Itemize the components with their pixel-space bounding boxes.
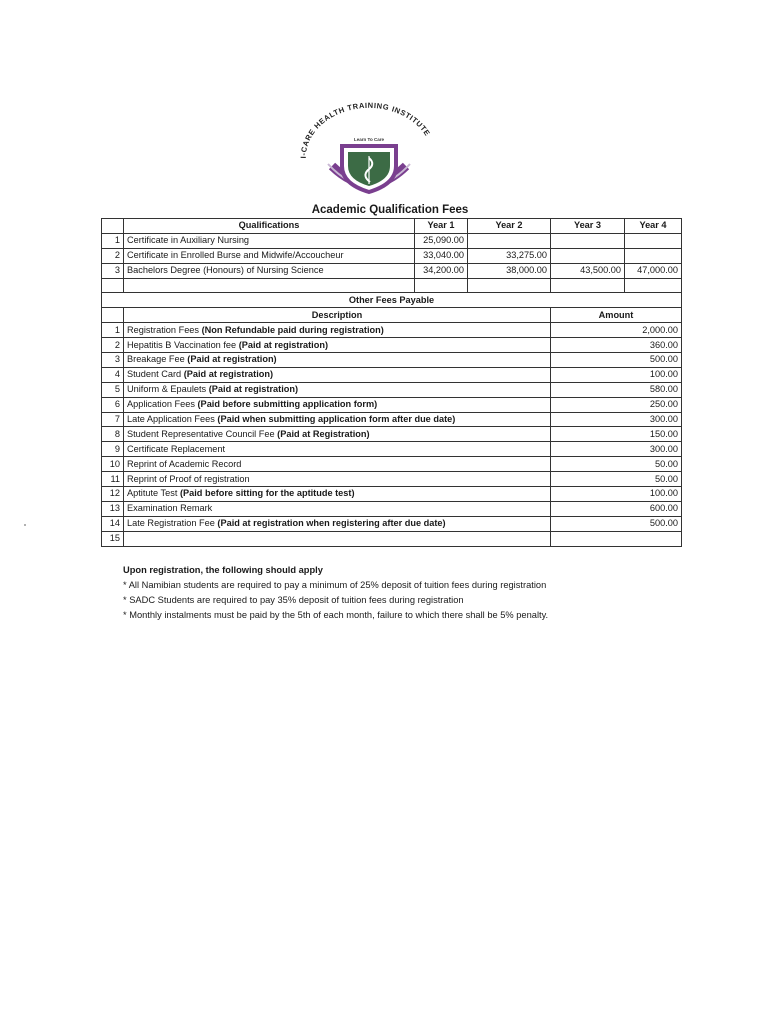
row-number: 10 <box>102 457 124 472</box>
fee-row <box>102 427 682 442</box>
fee-amount: 50.00 <box>551 472 682 487</box>
fee-row <box>102 412 682 427</box>
fee-note: (Paid at registration when registering after due date) <box>217 518 446 529</box>
fee-description-text: Examination Remark <box>127 503 213 514</box>
year2-fee <box>468 233 551 248</box>
fee-description <box>124 442 551 457</box>
fee-description-text: Reprint of Proof of registration <box>127 473 250 484</box>
fee-note: (Paid at registration) <box>187 354 277 365</box>
fee-amount: 250.00 <box>551 397 682 412</box>
fee-note: (Non Refundable paid during registration) <box>201 324 384 335</box>
year2-fee: 33,275.00 <box>468 248 551 263</box>
fee-description <box>124 427 551 442</box>
fee-amount: 150.00 <box>551 427 682 442</box>
row-number: 14 <box>102 516 124 531</box>
fees-table <box>101 218 682 547</box>
qualification-name: Certificate in Enrolled Burse and Midwife/Accoucheur <box>124 248 415 263</box>
year1-fee: 33,040.00 <box>415 248 468 263</box>
fee-row <box>102 516 682 531</box>
row-number: 13 <box>102 501 124 516</box>
scan-speck <box>24 524 26 526</box>
fee-description <box>124 323 551 338</box>
fee-note: (Paid before sitting for the aptitude test) <box>179 488 355 499</box>
year3-fee <box>551 248 625 263</box>
fee-row <box>102 531 682 546</box>
fee-description <box>124 501 551 516</box>
fee-description-text: Late Registration Fee <box>127 518 215 529</box>
fee-amount: 2,000.00 <box>551 323 682 338</box>
fee-description-text: Uniform & Epaulets <box>127 384 207 395</box>
fee-description-text: Late Application Fees <box>127 414 215 425</box>
amount-header: Amount <box>551 308 682 323</box>
fee-description-text: Certificate Replacement <box>127 443 226 454</box>
fee-description <box>124 516 551 531</box>
year4-fee: 47,000.00 <box>625 263 682 278</box>
fee-description <box>124 412 551 427</box>
fee-note: (Paid before submitting application form) <box>197 399 378 410</box>
fee-description <box>124 472 551 487</box>
fee-row <box>102 353 682 368</box>
year3-fee <box>551 233 625 248</box>
qualification-row <box>102 263 682 278</box>
row-number: 6 <box>102 397 124 412</box>
fee-description <box>124 397 551 412</box>
fee-description <box>124 353 551 368</box>
description-header: Description <box>124 308 551 323</box>
row-number: 1 <box>102 323 124 338</box>
row-number: 7 <box>102 412 124 427</box>
year2-header: Year 2 <box>468 219 551 234</box>
fee-amount: 300.00 <box>551 412 682 427</box>
fee-description <box>124 382 551 397</box>
qualification-name: Bachelors Degree (Honours) of Nursing Science <box>124 263 415 278</box>
year1-header: Year 1 <box>415 219 468 234</box>
row-number: 5 <box>102 382 124 397</box>
institute-logo <box>294 100 444 200</box>
blank-row <box>102 278 682 293</box>
fee-row <box>102 382 682 397</box>
fee-amount: 500.00 <box>551 516 682 531</box>
fee-description <box>124 367 551 382</box>
qualification-row <box>102 233 682 248</box>
fee-amount: 600.00 <box>551 501 682 516</box>
fee-description <box>124 457 551 472</box>
fee-amount: 300.00 <box>551 442 682 457</box>
fee-description-text: Application Fees <box>127 399 195 410</box>
fee-description <box>124 531 551 546</box>
row-number: 8 <box>102 427 124 442</box>
fee-description-text: Reprint of Academic Record <box>127 458 242 469</box>
fee-description <box>124 487 551 502</box>
row-number: 15 <box>102 531 124 546</box>
year4-fee <box>625 233 682 248</box>
fee-description-text: Aptitute Test <box>127 488 178 499</box>
fee-row <box>102 367 682 382</box>
qualifications-header: Qualifications <box>124 219 415 234</box>
fee-row <box>102 501 682 516</box>
fee-row <box>102 457 682 472</box>
year3-fee: 43,500.00 <box>551 263 625 278</box>
row-number: 3 <box>102 263 124 278</box>
note-item: * SADC Students are required to pay 35% deposit of tuition fees during registration <box>123 595 464 605</box>
fee-note: (Paid when submitting application form after due date) <box>217 414 456 425</box>
fee-amount: 100.00 <box>551 367 682 382</box>
year3-header: Year 3 <box>551 219 625 234</box>
note-item: * All Namibian students are required to pay a minimum of 25% deposit of tuition fees during registration <box>123 580 547 590</box>
fee-amount: 50.00 <box>551 457 682 472</box>
fee-row <box>102 442 682 457</box>
fee-amount: 100.00 <box>551 487 682 502</box>
other-fees-header-row <box>102 308 682 323</box>
row-number: 9 <box>102 442 124 457</box>
fee-description-text: Student Representative Council Fee <box>127 428 275 439</box>
fee-note: (Paid at registration) <box>183 369 274 380</box>
fee-description-text: Registration Fees <box>127 324 200 335</box>
year4-header: Year 4 <box>625 219 682 234</box>
fee-note: (Paid at registration) <box>238 339 329 350</box>
logo-motto: Learn To Care <box>354 137 384 142</box>
notes-heading: Upon registration, the following should apply <box>123 565 323 575</box>
page-title: Academic Qualification Fees <box>311 204 469 216</box>
registration-notes <box>123 563 548 623</box>
fee-amount: 580.00 <box>551 382 682 397</box>
row-number: 2 <box>102 248 124 263</box>
fee-row <box>102 472 682 487</box>
year1-fee: 25,090.00 <box>415 233 468 248</box>
fee-amount: 500.00 <box>551 353 682 368</box>
fee-amount <box>551 531 682 546</box>
fee-description-text: Breakage Fee <box>127 354 185 365</box>
fee-row <box>102 323 682 338</box>
year1-fee: 34,200.00 <box>415 263 468 278</box>
fee-row <box>102 338 682 353</box>
row-number: 1 <box>102 233 124 248</box>
row-number: 2 <box>102 338 124 353</box>
fee-row <box>102 397 682 412</box>
other-fees-rows <box>102 323 682 546</box>
row-number: 11 <box>102 472 124 487</box>
fee-note: (Paid at Registration) <box>277 428 370 439</box>
fee-description-text: Student Card <box>127 369 182 380</box>
fee-amount: 360.00 <box>551 338 682 353</box>
section-title-row <box>102 293 682 308</box>
qualification-name: Certificate in Auxiliary Nursing <box>124 233 415 248</box>
fee-description <box>124 338 551 353</box>
year4-fee <box>625 248 682 263</box>
other-fees-title: Other Fees Payable <box>102 293 682 308</box>
year2-fee: 38,000.00 <box>468 263 551 278</box>
fee-row <box>102 487 682 502</box>
qualifications-header-row <box>102 219 682 234</box>
logo-arc-text: I-CARE HEALTH TRAINING INSTITUTE <box>298 100 433 159</box>
row-number: 4 <box>102 367 124 382</box>
row-number: 3 <box>102 353 124 368</box>
qualification-row <box>102 248 682 263</box>
row-number: 12 <box>102 487 124 502</box>
fee-description-text: Hepatitis B Vaccination fee <box>127 339 237 350</box>
note-item: * Monthly instalments must be paid by the 5th of each month, failure to which there shall be 5% penalty. <box>123 610 549 620</box>
fee-note: (Paid at registration) <box>208 384 299 395</box>
